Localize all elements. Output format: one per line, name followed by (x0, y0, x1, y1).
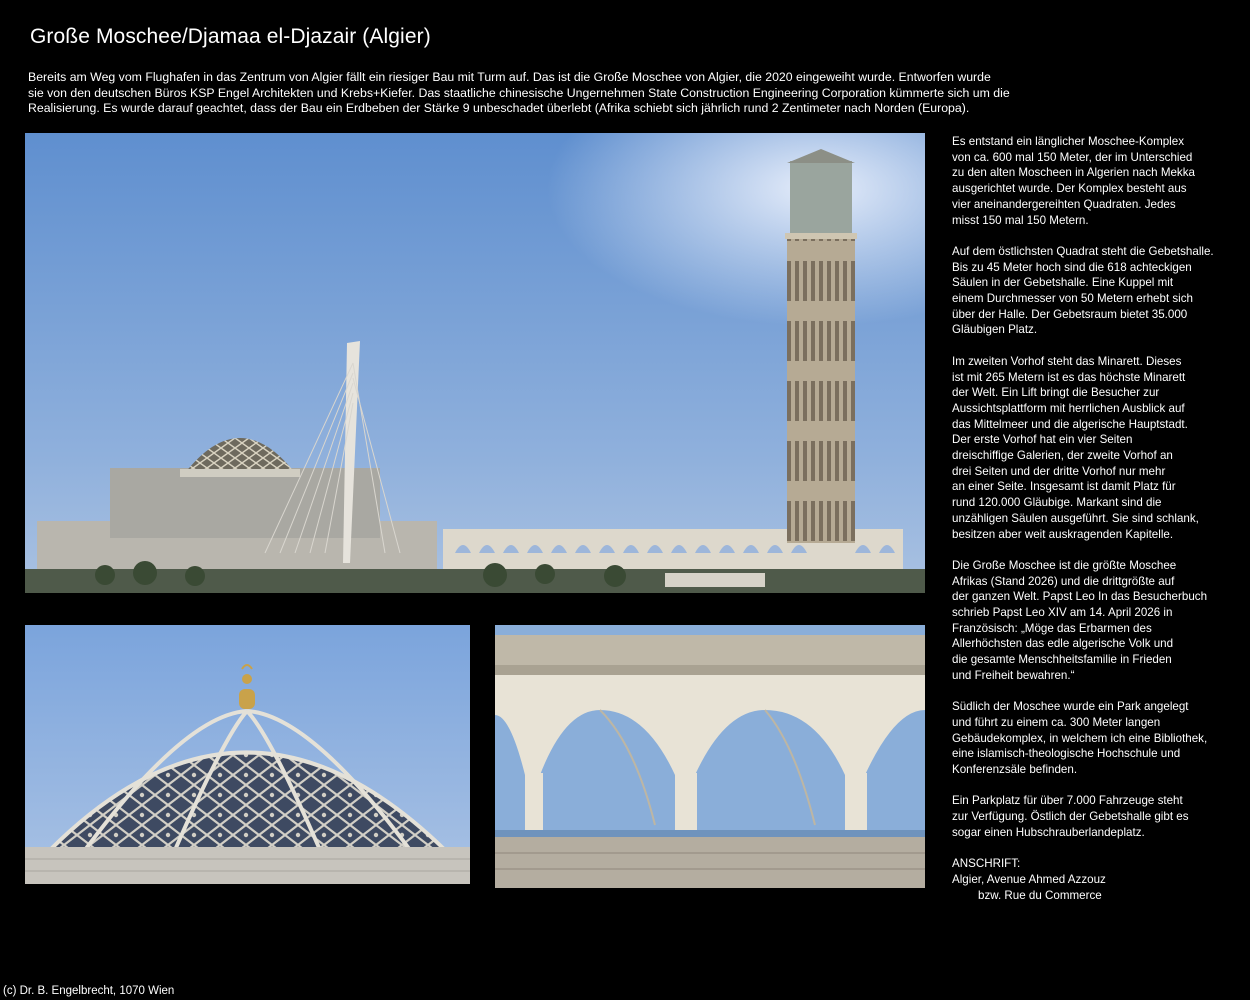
text-line: drei Seiten und der dritte Vorhof nur mehr (952, 464, 1166, 478)
text-line: Bis zu 45 Meter hoch sind die 618 achteckigen (952, 260, 1192, 274)
text-line: über der Halle. Der Gebetsraum bietet 35.000 (952, 307, 1188, 321)
address-line: Algier, Avenue Ahmed Azzouz (952, 872, 1106, 886)
text-line: Die Große Moschee ist die größte Moschee (952, 558, 1177, 572)
address-line: bzw. Rue du Commerce (978, 888, 1102, 902)
text-line: zur Verfügung. Östlich der Gebetshalle gibt es (952, 810, 1189, 824)
text-line: schrieb Papst Leo XIV am 14. April 2026 in (952, 606, 1173, 620)
text-line: sogar einen Hubschrauberlandeplatz. (952, 825, 1145, 839)
text-line: Der erste Vorhof hat ein vier Seiten (952, 433, 1133, 447)
description-column (952, 134, 1242, 919)
intro-line: Realisierung. Es wurde darauf geachtet, dass der Bau ein Erdbeben der Stärke 9 unbeschadet überlebt (Afrika schiebt sich jährlich rund 2 Zentimeter nach Norden (Europa). (28, 101, 970, 116)
description-paragraph (952, 244, 1242, 338)
intro-text (28, 70, 1010, 117)
text-line: Auf dem östlichsten Quadrat steht die Gebetshalle. (952, 244, 1214, 258)
text-line: Konferenzsäle befinden. (952, 763, 1078, 777)
dome-detail-photo[interactable] (25, 625, 470, 884)
text-line: Gebäudekomplex, in welchem ich eine Bibliothek, (952, 731, 1208, 745)
description-paragraph (952, 793, 1242, 840)
intro-line: sie von den deutschen Büros KSP Engel Architekten und Krebs+Kiefer. Das staatliche chinesische Ungernehmen State Construction Engineering Corporation kümmerte sich um die (28, 85, 1010, 100)
text-line: an einer Seite. Insgesamt ist damit Platz für (952, 480, 1176, 494)
text-line: von ca. 600 mal 150 Meter, der im Unterschied (952, 150, 1193, 164)
copyright-footer: (c) Dr. B. Engelbrecht, 1070 Wien (3, 985, 175, 997)
text-line: ausgerichtet wurde. Der Komplex besteht aus (952, 182, 1187, 196)
text-line: Im zweiten Vorhof steht das Minarett. Dieses (952, 354, 1182, 368)
text-line: Südlich der Moschee wurde ein Park angelegt (952, 700, 1189, 714)
text-line: ist mit 265 Metern ist es das höchste Minarett (952, 370, 1186, 384)
text-line: Es entstand ein länglicher Moschee-Komplex (952, 135, 1184, 148)
text-line: rund 120.000 Gläubige. Markant sind die (952, 496, 1162, 510)
text-line: und Freiheit bewahren.“ (952, 668, 1075, 682)
text-line: zu den alten Moscheen in Algerien nach Mekka (952, 166, 1195, 180)
text-line: unzähligen Säulen ausgeführt. Sie sind schlank, (952, 511, 1199, 525)
text-line: Französisch: „Möge das Erbarmen des (952, 621, 1152, 635)
text-line: besitzen aber weit auskragenden Kapitelle. (952, 527, 1174, 541)
description-paragraph (952, 354, 1242, 542)
text-line: und führt zu einem ca. 300 Meter langen (952, 715, 1161, 729)
text-line: Ein Parkplatz für über 7.000 Fahrzeuge steht (952, 794, 1183, 808)
text-line: die gesamte Menschheitsfamilie in Frieden (952, 653, 1172, 667)
text-line: der Welt. Ein Lift bringt die Besucher zur (952, 386, 1160, 400)
text-line: Afrikas (Stand 2026) und die drittgrößte auf (952, 574, 1175, 588)
text-line: einem Durchmesser von 50 Metern erhebt sich (952, 292, 1194, 306)
text-line: Säulen in der Gebetshalle. Eine Kuppel mit (952, 276, 1174, 290)
address-label: ANSCHRIFT: (952, 857, 1021, 871)
text-line: vier aneinandergereihten Quadraten. Jedes (952, 197, 1176, 211)
text-line: Allerhöchsten das edle algerische Volk und (952, 637, 1174, 651)
text-line: das Mittelmeer und die algerische Hauptstadt. (952, 417, 1188, 431)
description-paragraph (952, 558, 1242, 684)
text-line: Gläubigen Platz. (952, 323, 1038, 337)
arcade-detail-photo[interactable] (495, 625, 925, 888)
description-paragraph (952, 699, 1242, 778)
text-line: eine islamisch-theologische Hochschule und (952, 747, 1181, 761)
address-block (952, 856, 1242, 903)
description-paragraph (952, 134, 1242, 228)
text-line: dreischiffige Galerien, der zweite Vorhof an (952, 449, 1173, 463)
text-line: misst 150 mal 150 Metern. (952, 213, 1089, 227)
page-title: Große Moschee/Djamaa el-Djazair (Algier) (30, 25, 431, 48)
text-line: der ganzen Welt. Papst Leo In das Besucherbuch (952, 590, 1208, 604)
intro-line: Bereits am Weg vom Flughafen in das Zentrum von Algier fällt ein riesiger Bau mit Turm auf. Das ist die Große Moschee von Algier, die 2020 eingeweiht wurde. Entworfen wurde (28, 70, 991, 84)
text-line: Aussichtsplattform mit herrlichen Ausblick auf (952, 401, 1185, 415)
mosque-main-photo[interactable] (25, 133, 925, 593)
